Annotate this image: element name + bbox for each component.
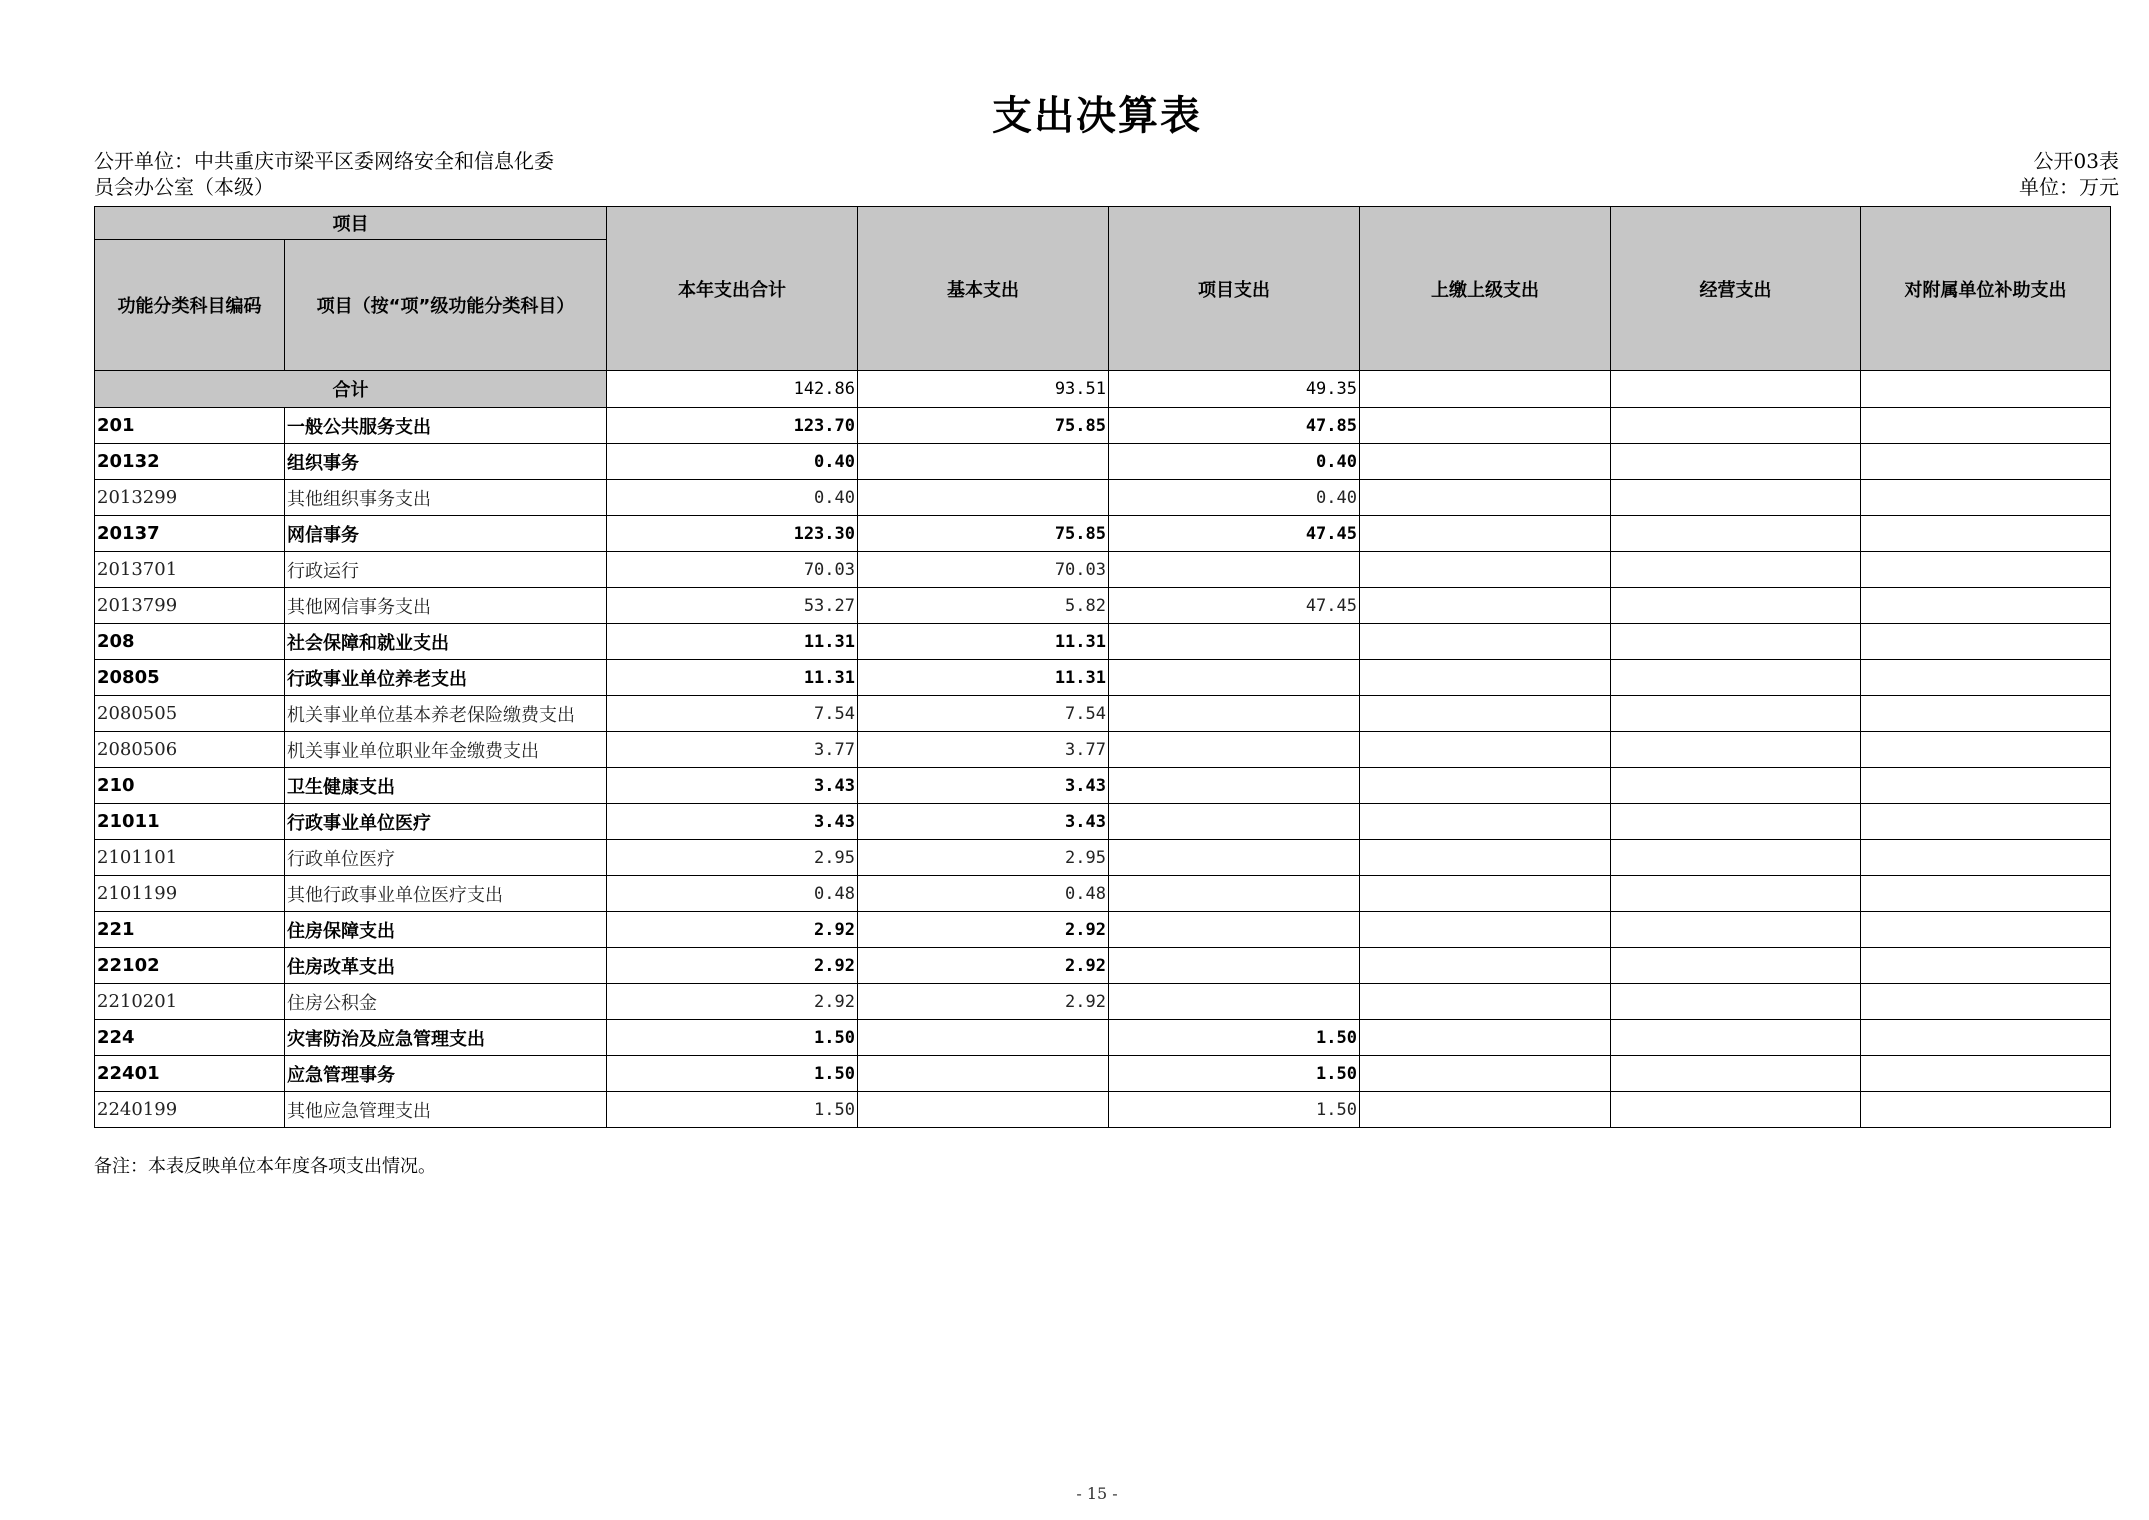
cell-total: 123.30 [607, 516, 858, 552]
page-title: 支出决算表 [992, 92, 1202, 139]
cell-code: 210 [95, 768, 285, 804]
cell-name: 行政事业单位养老支出 [285, 660, 607, 696]
cell-business [1611, 840, 1861, 876]
header-basic: 基本支出 [858, 207, 1109, 371]
cell-project [1109, 696, 1360, 732]
cell-basic [858, 444, 1109, 480]
cell-total: 1.50 [607, 1020, 858, 1056]
cell-code: 2080505 [95, 696, 285, 732]
table-row [95, 912, 2111, 948]
cell-total: 0.40 [607, 444, 858, 480]
cell-code: 208 [95, 624, 285, 660]
currency-unit: 单位：万元 [2019, 175, 2119, 199]
cell-basic: 3.77 [858, 732, 1109, 768]
total-label: 合计 [95, 371, 607, 408]
cell-subsidy [1861, 768, 2111, 804]
table-row [95, 804, 2111, 840]
cell-name: 应急管理事务 [285, 1056, 607, 1092]
header-project: 项目 [95, 207, 607, 240]
cell-upper [1360, 696, 1611, 732]
cell-total: 0.48 [607, 876, 858, 912]
cell-name: 住房改革支出 [285, 948, 607, 984]
cell-name: 住房公积金 [285, 984, 607, 1020]
header-row-1 [95, 207, 2111, 240]
cell-subsidy [1861, 876, 2111, 912]
cell-upper [1360, 552, 1611, 588]
cell-upper [1360, 624, 1611, 660]
cell-total: 70.03 [607, 552, 858, 588]
cell-subsidy [1861, 1020, 2111, 1056]
cell-upper [1360, 948, 1611, 984]
table-row [95, 984, 2111, 1020]
header-business: 经营支出 [1611, 207, 1861, 371]
cell-project [1109, 840, 1360, 876]
cell-name: 机关事业单位基本养老保险缴费支出 [285, 696, 607, 732]
cell-project: 47.45 [1109, 588, 1360, 624]
cell-code: 2240199 [95, 1092, 285, 1128]
cell-basic: 3.43 [858, 768, 1109, 804]
cell-total: 7.54 [607, 696, 858, 732]
cell-upper [1360, 912, 1611, 948]
cell-upper [1360, 1020, 1611, 1056]
cell-business [1611, 516, 1861, 552]
table-row [95, 1056, 2111, 1092]
cell-code: 20805 [95, 660, 285, 696]
cell-business [1611, 732, 1861, 768]
cell-subsidy [1861, 408, 2111, 444]
cell-code: 2013701 [95, 552, 285, 588]
cell-code: 22401 [95, 1056, 285, 1092]
cell-code: 2210201 [95, 984, 285, 1020]
cell-code: 201 [95, 408, 285, 444]
cell-upper [1360, 660, 1611, 696]
cell-basic: 3.43 [858, 804, 1109, 840]
cell-project: 47.85 [1109, 408, 1360, 444]
table-row [95, 768, 2111, 804]
cell-business [1611, 1056, 1861, 1092]
cell-business [1611, 1092, 1861, 1128]
cell-business [1611, 876, 1861, 912]
header-total: 本年支出合计 [607, 207, 858, 371]
table-row [95, 516, 2111, 552]
total-project: 49.35 [1109, 371, 1360, 408]
cell-total: 2.92 [607, 984, 858, 1020]
cell-subsidy [1861, 804, 2111, 840]
table-row [95, 876, 2111, 912]
cell-project [1109, 660, 1360, 696]
cell-business [1611, 588, 1861, 624]
cell-name: 行政运行 [285, 552, 607, 588]
cell-project: 0.40 [1109, 444, 1360, 480]
cell-project: 1.50 [1109, 1020, 1360, 1056]
cell-subsidy [1861, 1056, 2111, 1092]
cell-subsidy [1861, 912, 2111, 948]
cell-project [1109, 552, 1360, 588]
cell-basic: 2.95 [858, 840, 1109, 876]
cell-project [1109, 768, 1360, 804]
cell-business [1611, 912, 1861, 948]
publishing-unit-line1: 公开单位：中共重庆市梁平区委网络安全和信息化委 [94, 149, 554, 173]
cell-basic: 75.85 [858, 408, 1109, 444]
cell-name: 社会保障和就业支出 [285, 624, 607, 660]
cell-total: 3.43 [607, 768, 858, 804]
header-project-expenditure: 项目支出 [1109, 207, 1360, 371]
cell-upper [1360, 840, 1611, 876]
cell-project [1109, 876, 1360, 912]
cell-basic: 2.92 [858, 912, 1109, 948]
cell-total: 1.50 [607, 1092, 858, 1128]
cell-business [1611, 984, 1861, 1020]
cell-name: 卫生健康支出 [285, 768, 607, 804]
cell-basic [858, 1056, 1109, 1092]
table-row [95, 660, 2111, 696]
cell-upper [1360, 480, 1611, 516]
cell-total: 1.50 [607, 1056, 858, 1092]
cell-business [1611, 480, 1861, 516]
table-row [95, 588, 2111, 624]
cell-upper [1360, 984, 1611, 1020]
cell-total: 123.70 [607, 408, 858, 444]
header-subsidy: 对附属单位补助支出 [1861, 207, 2111, 371]
cell-subsidy [1861, 732, 2111, 768]
cell-project: 1.50 [1109, 1056, 1360, 1092]
cell-business [1611, 1020, 1861, 1056]
header-upper: 上缴上级支出 [1360, 207, 1611, 371]
table-row [95, 948, 2111, 984]
cell-upper [1360, 444, 1611, 480]
table-row [95, 1092, 2111, 1128]
table-row [95, 732, 2111, 768]
cell-basic: 5.82 [858, 588, 1109, 624]
table-row [95, 1020, 2111, 1056]
table-row [95, 552, 2111, 588]
cell-total: 0.40 [607, 480, 858, 516]
cell-business [1611, 624, 1861, 660]
cell-total: 2.95 [607, 840, 858, 876]
cell-total: 53.27 [607, 588, 858, 624]
total-row [95, 371, 2111, 408]
cell-subsidy [1861, 948, 2111, 984]
table-row [95, 696, 2111, 732]
cell-subsidy [1861, 696, 2111, 732]
cell-project [1109, 984, 1360, 1020]
cell-code: 20137 [95, 516, 285, 552]
total-business [1611, 371, 1861, 408]
cell-total: 2.92 [607, 948, 858, 984]
cell-basic: 2.92 [858, 948, 1109, 984]
cell-upper [1360, 804, 1611, 840]
cell-code: 2080506 [95, 732, 285, 768]
cell-basic: 11.31 [858, 624, 1109, 660]
cell-subsidy [1861, 552, 2111, 588]
cell-name: 住房保障支出 [285, 912, 607, 948]
cell-name: 其他网信事务支出 [285, 588, 607, 624]
cell-basic: 0.48 [858, 876, 1109, 912]
cell-code: 2101199 [95, 876, 285, 912]
cell-upper [1360, 732, 1611, 768]
cell-basic [858, 1092, 1109, 1128]
cell-basic: 2.92 [858, 984, 1109, 1020]
cell-upper [1360, 516, 1611, 552]
cell-basic: 70.03 [858, 552, 1109, 588]
cell-subsidy [1861, 840, 2111, 876]
cell-subsidy [1861, 516, 2111, 552]
cell-name: 行政单位医疗 [285, 840, 607, 876]
header-name: 项目（按“项”级功能分类科目） [285, 240, 607, 371]
publishing-unit-line2: 员会办公室（本级） [94, 175, 274, 199]
cell-business [1611, 408, 1861, 444]
cell-total: 11.31 [607, 624, 858, 660]
cell-basic [858, 480, 1109, 516]
table-meta [2019, 148, 2119, 200]
cell-subsidy [1861, 624, 2111, 660]
cell-name: 灾害防治及应急管理支出 [285, 1020, 607, 1056]
cell-project [1109, 948, 1360, 984]
cell-name: 网信事务 [285, 516, 607, 552]
cell-total: 11.31 [607, 660, 858, 696]
cell-upper [1360, 1092, 1611, 1128]
cell-code: 224 [95, 1020, 285, 1056]
cell-upper [1360, 876, 1611, 912]
header-code: 功能分类科目编码 [95, 240, 285, 371]
cell-subsidy [1861, 1092, 2111, 1128]
cell-business [1611, 768, 1861, 804]
total-basic: 93.51 [858, 371, 1109, 408]
cell-business [1611, 444, 1861, 480]
cell-subsidy [1861, 660, 2111, 696]
cell-name: 其他行政事业单位医疗支出 [285, 876, 607, 912]
cell-name: 组织事务 [285, 444, 607, 480]
cell-upper [1360, 768, 1611, 804]
cell-project: 47.45 [1109, 516, 1360, 552]
total-total: 142.86 [607, 371, 858, 408]
cell-code: 2013299 [95, 480, 285, 516]
cell-code: 221 [95, 912, 285, 948]
cell-code: 2013799 [95, 588, 285, 624]
table-row [95, 624, 2111, 660]
cell-upper [1360, 588, 1611, 624]
cell-project: 0.40 [1109, 480, 1360, 516]
expenditure-table [94, 206, 2111, 1128]
cell-business [1611, 660, 1861, 696]
cell-business [1611, 804, 1861, 840]
cell-project [1109, 624, 1360, 660]
cell-subsidy [1861, 480, 2111, 516]
table-row [95, 480, 2111, 516]
cell-upper [1360, 408, 1611, 444]
cell-total: 2.92 [607, 912, 858, 948]
cell-name: 机关事业单位职业年金缴费支出 [285, 732, 607, 768]
cell-project [1109, 732, 1360, 768]
cell-project [1109, 804, 1360, 840]
publishing-unit [94, 148, 634, 200]
cell-name: 其他应急管理支出 [285, 1092, 607, 1128]
cell-project: 1.50 [1109, 1092, 1360, 1128]
cell-upper [1360, 1056, 1611, 1092]
cell-code: 2101101 [95, 840, 285, 876]
cell-business [1611, 948, 1861, 984]
cell-subsidy [1861, 588, 2111, 624]
cell-basic [858, 1020, 1109, 1056]
total-subsidy [1861, 371, 2111, 408]
cell-name: 行政事业单位医疗 [285, 804, 607, 840]
cell-business [1611, 552, 1861, 588]
table-row [95, 840, 2111, 876]
table-row [95, 444, 2111, 480]
cell-basic: 7.54 [858, 696, 1109, 732]
table-note: 备注：本表反映单位本年度各项支出情况。 [94, 1156, 436, 1177]
page-number: - 15 - [1076, 1484, 1118, 1503]
table-row [95, 408, 2111, 444]
table-number: 公开03表 [2033, 149, 2119, 173]
cell-basic: 11.31 [858, 660, 1109, 696]
cell-code: 21011 [95, 804, 285, 840]
cell-code: 20132 [95, 444, 285, 480]
cell-subsidy [1861, 984, 2111, 1020]
cell-project [1109, 912, 1360, 948]
cell-total: 3.43 [607, 804, 858, 840]
cell-business [1611, 696, 1861, 732]
cell-subsidy [1861, 444, 2111, 480]
cell-name: 一般公共服务支出 [285, 408, 607, 444]
cell-basic: 75.85 [858, 516, 1109, 552]
cell-name: 其他组织事务支出 [285, 480, 607, 516]
total-upper [1360, 371, 1611, 408]
cell-total: 3.77 [607, 732, 858, 768]
cell-code: 22102 [95, 948, 285, 984]
